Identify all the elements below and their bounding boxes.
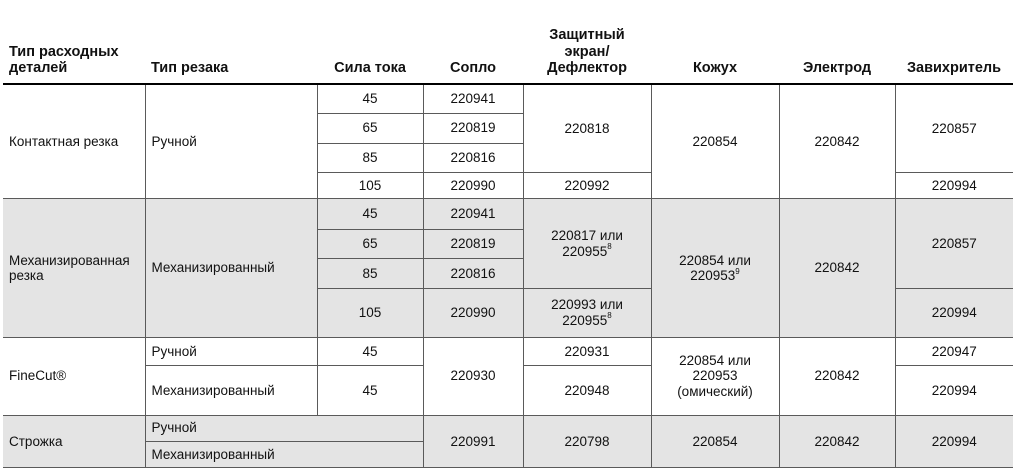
gouging-type-cell: Строжка [3,415,145,467]
table-row [3,199,1013,230]
shield-line: 220955 [562,243,608,259]
torch-cell: Механизированный [145,366,317,415]
torch-cell: Ручной [145,415,423,441]
table-header-row [3,3,1013,84]
footnote-marker: 8 [607,311,612,321]
header-nozzle: Сопло [423,3,523,84]
nozzle-cell: 220816 [423,143,523,173]
mechanized-type-cell: Механизированная резка [3,199,145,338]
torch-cell: Ручной [145,337,317,365]
nozzle-cell: 220941 [423,84,523,114]
consumables-table [3,3,1013,468]
header-shield: Защитный экран/ Дефлектор [523,3,651,84]
header-torch-type: Тип резака [145,3,317,84]
mechanized-torch-cell: Механизированный [145,199,317,338]
nozzle-cell: 220990 [423,288,523,337]
retaining-cap-cell [651,337,779,415]
swirl-ring-cell: 220857 [895,84,1013,173]
nozzle-cell: 220816 [423,259,523,289]
header-consumable-type: Тип расходных деталей [3,3,145,84]
cap-line: 220854 или [679,252,751,268]
retaining-cap-cell [651,199,779,338]
retaining-cap-cell: 220854 [651,84,779,199]
nozzle-cell: 220991 [423,415,523,467]
retaining-cap-cell: 220854 [651,415,779,467]
electrode-cell: 220842 [779,337,895,415]
cap-line: 220953 [692,368,738,384]
header-swirl-ring: Завихритель [895,3,1013,84]
electrode-cell: 220842 [779,84,895,199]
nozzle-cell: 220930 [423,337,523,415]
header-retaining-cap: Кожух [651,3,779,84]
amps-cell: 85 [317,259,423,289]
nozzle-cell: 220819 [423,229,523,259]
contact-type-cell: Контактная резка [3,84,145,199]
amps-cell: 65 [317,114,423,144]
amps-cell: 45 [317,199,423,230]
table-row [3,415,1013,441]
shield-cell: 220992 [523,173,651,199]
swirl-ring-cell: 220994 [895,366,1013,415]
amps-cell: 105 [317,288,423,337]
swirl-ring-cell: 220994 [895,415,1013,467]
table-row [3,337,1013,365]
amps-cell: 45 [317,84,423,114]
swirl-ring-cell: 220994 [895,173,1013,199]
header-amperage: Сила тока [317,3,423,84]
amps-cell: 85 [317,143,423,173]
shield-cell [523,288,651,337]
swirl-ring-cell: 220947 [895,337,1013,365]
table-row [3,84,1013,114]
footnote-marker: 8 [607,242,612,251]
shield-cell: 220798 [523,415,651,467]
amps-cell: 45 [317,337,423,365]
shield-cell: 220948 [523,366,651,415]
cap-line: 220854 или [679,352,751,368]
electrode-cell: 220842 [779,415,895,467]
nozzle-cell: 220941 [423,199,523,230]
shield-line: 220817 или [551,227,623,243]
electrode-cell: 220842 [779,199,895,338]
amps-cell: 105 [317,173,423,199]
finecut-type-cell: FineCut® [3,337,145,415]
shield-line: 220955 [562,312,608,328]
nozzle-cell: 220990 [423,173,523,199]
cap-line: (омический) [677,383,753,399]
contact-torch-cell: Ручной [145,84,317,199]
shield-cell: 220931 [523,337,651,365]
shield-cell: 220818 [523,84,651,173]
nozzle-cell: 220819 [423,114,523,144]
amps-cell: 65 [317,229,423,259]
amps-cell: 45 [317,366,423,415]
torch-cell: Механизированный [145,441,423,467]
header-electrode: Электрод [779,3,895,84]
cap-line: 220953 [690,268,736,284]
shield-cell [523,199,651,289]
footnote-marker: 9 [735,266,740,276]
shield-line: 220993 или [551,297,623,313]
swirl-ring-cell: 220994 [895,288,1013,337]
swirl-ring-cell: 220857 [895,199,1013,289]
